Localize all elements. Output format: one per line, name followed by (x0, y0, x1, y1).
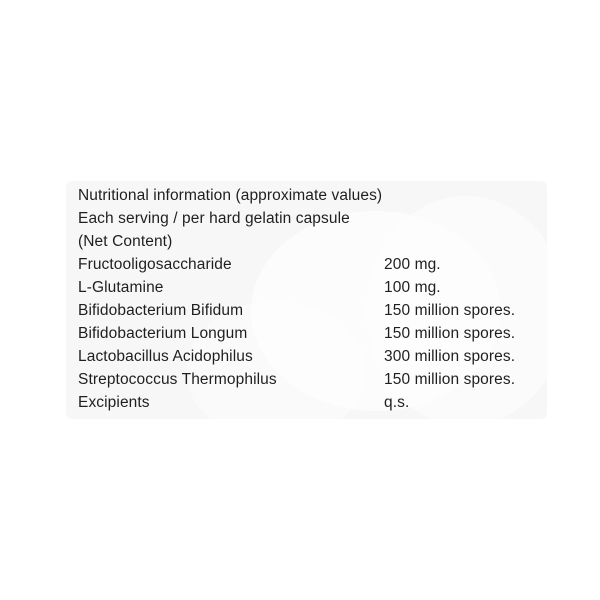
ingredient-row (78, 391, 410, 414)
nutrition-label-panel (66, 181, 547, 419)
ingredient-amount: 100 mg. (384, 279, 441, 296)
ingredient-amount: 150 million spores. (384, 325, 516, 342)
ingredient-name: Fructooligosaccharide (78, 256, 232, 273)
ingredient-name: Bifidobacterium Longum (78, 325, 248, 342)
net-content-label: (Net Content) (78, 233, 173, 250)
ingredient-name: Lactobacillus Acidophilus (78, 348, 253, 365)
ingredient-row (78, 368, 516, 391)
ingredient-amount: 150 million spores. (384, 302, 516, 319)
serving-description: Each serving / per hard gelatin capsule (78, 210, 350, 227)
ingredient-row (78, 299, 516, 322)
ingredient-name: Excipients (78, 394, 150, 411)
ingredient-amount: 150 million spores. (384, 371, 516, 388)
ingredient-name: L-Glutamine (78, 279, 164, 296)
ingredient-row (78, 322, 516, 345)
nutrition-info-text (78, 184, 516, 414)
ingredient-amount: 300 million spores. (384, 348, 516, 365)
nutrition-heading: Nutritional information (approximate values) (78, 187, 383, 204)
ingredient-amount: 200 mg. (384, 256, 441, 273)
ingredient-amount: q.s. (384, 394, 410, 411)
ingredient-row (78, 276, 441, 299)
ingredient-row (78, 345, 516, 368)
ingredient-name: Streptococcus Thermophilus (78, 371, 277, 388)
ingredient-row (78, 253, 441, 276)
ingredient-name: Bifidobacterium Bifidum (78, 302, 244, 319)
